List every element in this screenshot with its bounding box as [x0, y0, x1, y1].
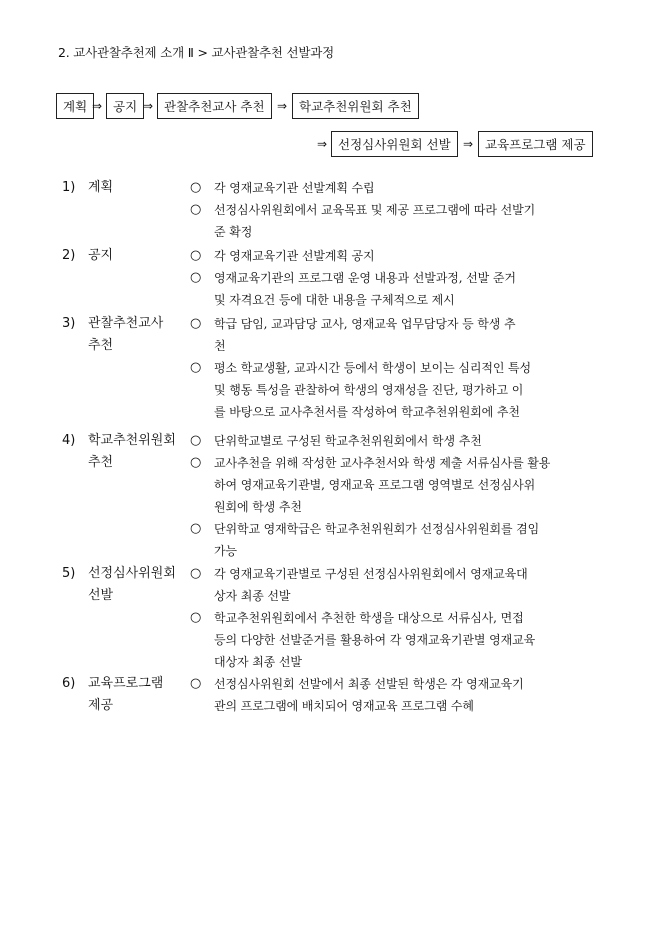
- flow-arrow: ⇒: [463, 137, 474, 151]
- circle-bullet-icon: ○: [190, 202, 202, 217]
- bullet-item: ○ 선정심사위원회 선발에서 최종 선발된 학생은 각 영재교육기 관의 프로그램에 배치되어 영재교육 프로그램 수혜: [190, 673, 600, 717]
- section-title: 교육프로그램 제공: [88, 676, 164, 713]
- circle-bullet-icon: ○: [190, 566, 202, 581]
- circle-bullet-icon: ○: [190, 270, 202, 285]
- section-title: 학교추천위원회 추천: [88, 433, 176, 470]
- section-number: 2): [62, 248, 76, 263]
- circle-bullet-icon: ○: [190, 676, 202, 691]
- circle-bullet-icon: ○: [190, 248, 202, 263]
- circle-bullet-icon: ○: [190, 180, 202, 195]
- circle-bullet-icon: ○: [190, 455, 202, 470]
- bullet-item: ○ 교사추천을 위해 작성한 교사추천서와 학생 제출 서류심사를 활용 하여 영재교육기관별, 영재교육 프로그램 영역별로 선정심사위 원회에 학생 추천: [190, 452, 600, 518]
- flow-step-notice: 공지: [106, 93, 144, 119]
- bullet-item: ○ 평소 학교생활, 교과시간 등에서 학생이 보이는 심리적인 특성 및 행동 특성을 관찰하여 학생의 영재성을 진단, 평가하고 이 를 바탕으로 교사추천서를 작성하여 학교추천위원회에 추천: [190, 357, 600, 423]
- section-number: 1): [62, 180, 76, 195]
- flow-step-education-program: 교육프로그램 제공: [478, 131, 593, 157]
- circle-bullet-icon: ○: [190, 316, 202, 331]
- circle-bullet-icon: ○: [190, 521, 202, 536]
- section-title: 선정심사위원회 선발: [88, 566, 176, 603]
- section-number: 5): [62, 566, 76, 581]
- flow-step-selection-committee: 선정심사위원회 선발: [331, 131, 458, 157]
- section-title: 공지: [88, 248, 114, 263]
- section-number: 6): [62, 676, 76, 691]
- circle-bullet-icon: ○: [190, 360, 202, 375]
- section-number: 3): [62, 316, 76, 331]
- bullet-item: ○ 선정심사위원회에서 교육목표 및 제공 프로그램에 따라 선발기 준 확정: [190, 199, 600, 243]
- section-heading: 2. 교사관찰추천제 소개 Ⅱ > 교사관찰추천 선발과정: [58, 45, 335, 60]
- flow-arrow: ⇒: [277, 99, 288, 113]
- section-number: 4): [62, 433, 76, 448]
- flow-step-teacher-recommend: 관찰추천교사 추천: [157, 93, 272, 119]
- bullet-item: ○ 각 영재교육기관 선발계획 공지: [190, 245, 600, 267]
- section-title: 관찰추천교사 추천: [88, 316, 164, 353]
- flow-arrow: ⇒: [143, 99, 154, 113]
- flow-arrow: ⇒: [92, 99, 103, 113]
- flow-arrow: ⇒: [317, 137, 328, 151]
- section-title: 계획: [88, 180, 114, 195]
- bullet-item: ○ 학급 담임, 교과담당 교사, 영재교육 업무담당자 등 학생 추 천: [190, 313, 600, 357]
- bullet-item: ○ 각 영재교육기관별로 구성된 선정심사위원회에서 영재교육대 상자 최종 선발: [190, 563, 600, 607]
- flow-step-plan: 계획: [56, 93, 94, 119]
- bullet-item: ○ 영재교육기관의 프로그램 운영 내용과 선발과정, 선발 준거 및 자격요건 등에 대한 내용을 구체적으로 제시: [190, 267, 600, 311]
- flow-step-school-committee: 학교추천위원회 추천: [292, 93, 419, 119]
- bullet-item: ○ 단위학교 영재학급은 학교추천위원회가 선정심사위원회를 겸임 가능: [190, 518, 600, 562]
- bullet-item: ○ 각 영재교육기관 선발계획 수립: [190, 177, 600, 199]
- bullet-item: ○ 단위학교별로 구성된 학교추천위원회에서 학생 추천: [190, 430, 600, 452]
- circle-bullet-icon: ○: [190, 610, 202, 625]
- bullet-item: ○ 학교추천위원회에서 추천한 학생을 대상으로 서류심사, 면접 등의 다양한 선발준거를 활용하여 각 영재교육기관별 영재교육 대상자 최종 선발: [190, 607, 600, 673]
- circle-bullet-icon: ○: [190, 433, 202, 448]
